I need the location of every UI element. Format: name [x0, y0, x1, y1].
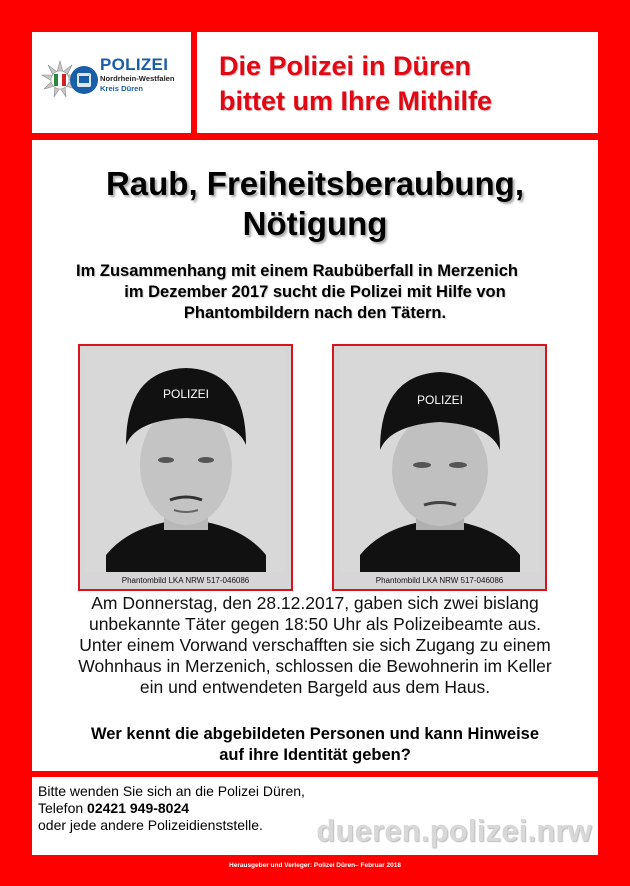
body-line-1: Am Donnerstag, den 28.12.2017, gaben sich zwei bislang: [91, 593, 539, 613]
contact-info: [38, 783, 305, 834]
contact-line-3: oder jede andere Polizeidienststelle.: [38, 817, 263, 833]
header-title-line-2: bittet um Ihre Mithilfe: [219, 86, 492, 116]
photo-2-caption: Phantombild LKA NRW 517-046086: [375, 576, 504, 585]
suspect-2-face-image: [340, 350, 539, 572]
contact-panel: [32, 777, 598, 855]
police-star-badge-icon: [40, 54, 98, 108]
body-line-2: unbekannte Täter gegen 18:50 Uhr als Polizeibeamte aus.: [88, 614, 542, 634]
body-line-4: Wohnhaus in Merzenich, schlossen die Bewohnerin im Keller: [78, 656, 552, 676]
header-title-line-1: Die Polizei in Düren: [219, 51, 472, 81]
composite-sketch-1: [78, 344, 293, 591]
headline-line-1: Raub, Freiheitsberaubung,: [105, 165, 525, 202]
composite-sketch-2: [332, 344, 547, 591]
question-line-2: auf ihre Identität geben?: [219, 746, 411, 764]
logo-title: POLIZEI: [100, 55, 169, 74]
phone-label: Telefon: [38, 800, 88, 816]
intro-line-1: Im Zusammenhang mit einem Raubüberfall in Merzenich: [76, 262, 518, 280]
website-url[interactable]: dueren.polizei.nrw: [316, 813, 592, 848]
contact-line-1: Bitte wenden Sie sich an die Polizei Düren,: [38, 783, 305, 799]
body-line-5: ein und entwendeten Bargeld aus dem Haus.: [139, 677, 491, 697]
beanie-text: POLIZEI: [416, 393, 464, 407]
headline-line-2: Nötigung: [242, 205, 388, 242]
logo-panel: [32, 32, 191, 133]
main-panel: [32, 140, 598, 771]
logo-subtitle-district: Kreis Düren: [100, 84, 144, 93]
phone-number: 02421 949-8024: [87, 800, 190, 816]
question-line-1: Wer kennt die abgebildeten Personen und kann Hinweise: [90, 725, 540, 743]
photo-1-caption: Phantombild LKA NRW 517-046086: [121, 576, 250, 585]
intro-line-2: im Dezember 2017 sucht die Polizei mit Hilfe von: [124, 283, 506, 301]
beanie-text: POLIZEI: [162, 387, 210, 401]
header-title-panel: [197, 32, 598, 133]
police-logo: [40, 54, 190, 110]
body-line-3: Unter einem Vorwand verschafften sie sich Zugang zu einem: [79, 635, 551, 655]
suspect-1-face-image: [86, 350, 285, 572]
logo-subtitle-state: Nordrhein-Westfalen: [100, 74, 175, 83]
publisher-footer: Herausgeber und Verleger: Polizei Düren– Februar 2018: [229, 862, 401, 869]
intro-line-3: Phantombildern nach den Tätern.: [183, 304, 447, 322]
contact-phone-line: [38, 800, 305, 817]
